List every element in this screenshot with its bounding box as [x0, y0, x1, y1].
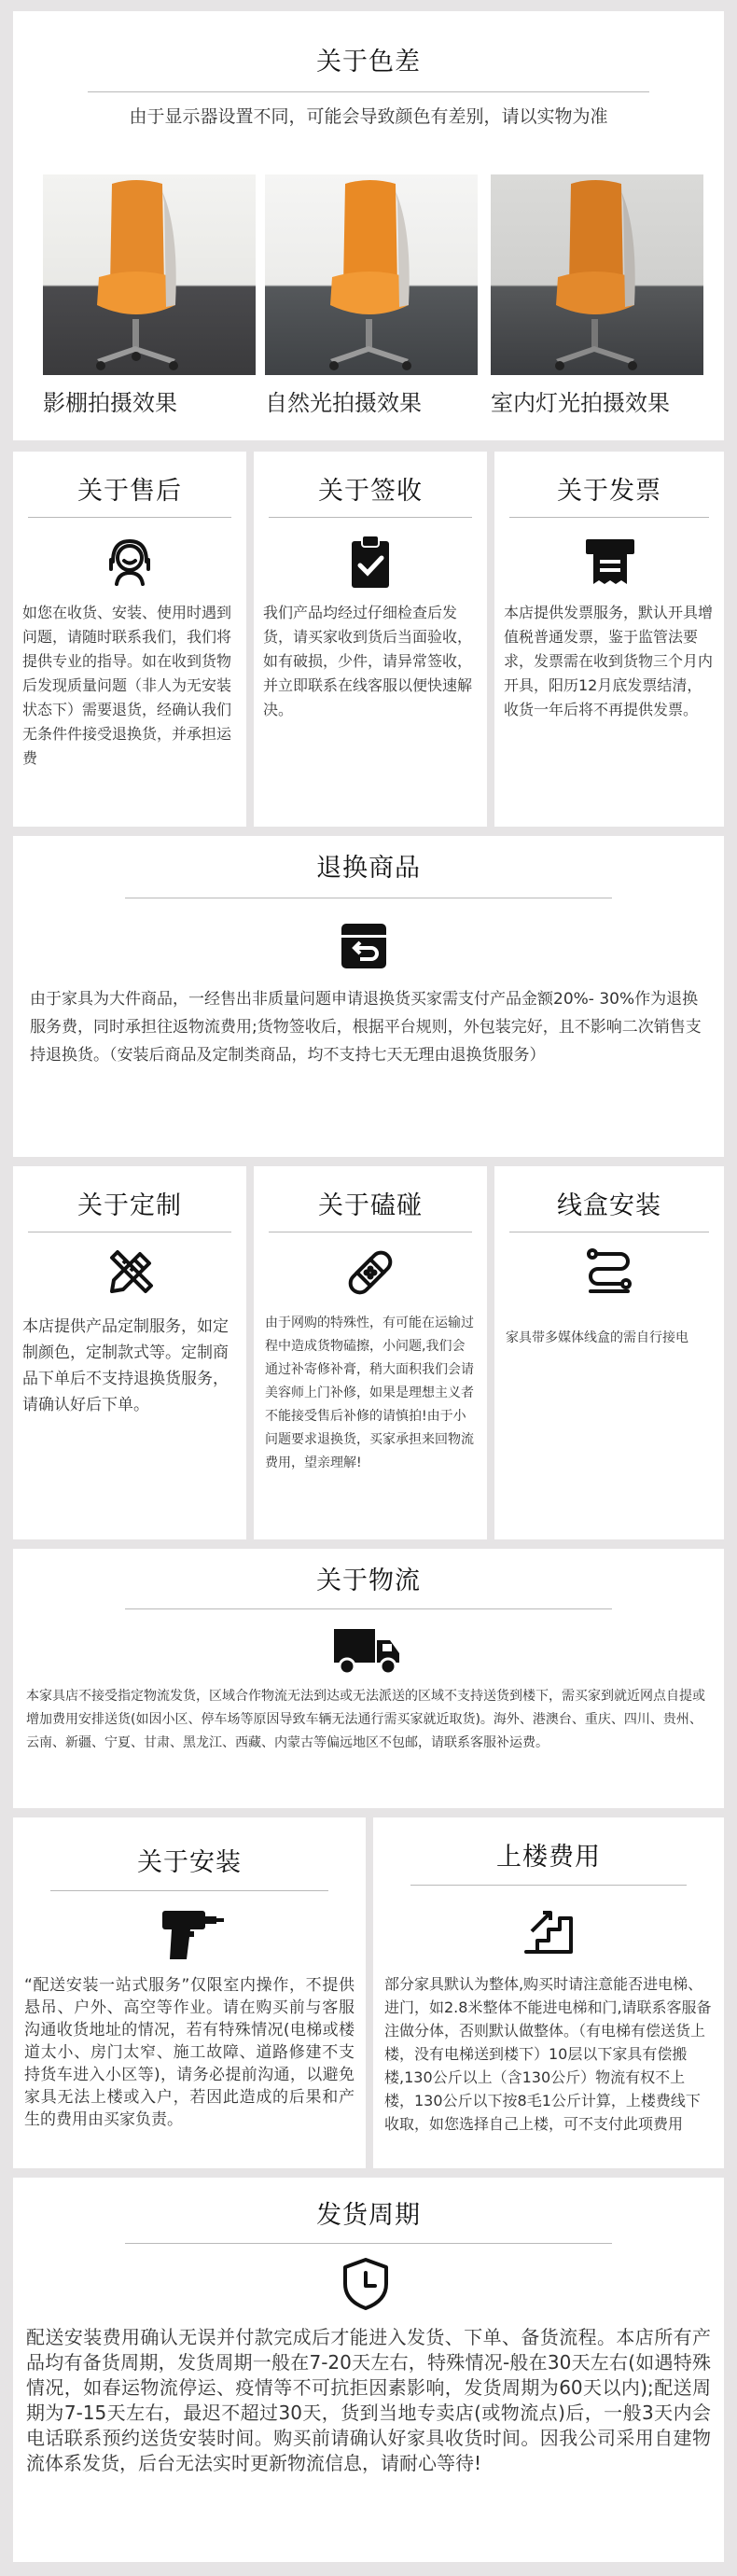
section-text: 由于家具为大件商品，一经售出非质量问题申请退换货买家需支付产品金额20%- 30%作为退换服务费，同时承担往返物流费用;货物签收后，根据平台规则，外包装完好，且不影响二次销售支持退换货。（安装后商品及定制类商品，均不支持七天无理由退换货服务） [30, 990, 702, 1065]
color-difference-section [13, 11, 724, 440]
section-text: 由于网购的特殊性，有可能在运输过程中造成货物磕擦，小问题,我们会通过补寄修补膏，稍大面积我们会请美容师上门补修，如果是理想主义者不能接受售后补修的请慎拍!由于小问题要求退换货，买家承担来回物流费用，望亲理解! [265, 1316, 474, 1470]
divider [125, 1608, 612, 1609]
logistics-section [13, 1549, 724, 1808]
section-title: 发货周期 [316, 2201, 421, 2230]
upstairs-fee-section [373, 1817, 724, 2168]
section-title: 关于色差 [316, 48, 421, 77]
chair-photo-natural-light [265, 174, 478, 375]
divider [410, 1885, 687, 1886]
power-drill-icon [159, 1907, 226, 1967]
section-title: 退换商品 [316, 854, 421, 883]
divider [50, 1890, 328, 1891]
section-text: “配送安装一站式服务”仅限室内操作，不提供悬吊、户外、高空等作业。请在购买前与客服沟通收货地址的情况，若有特殊情况(电梯或楼道太小、房门太窄、施工故障、道路修建不支持货车进入小区等)，请务必提前沟通，以避免家具无法上楼或入户，若因此造成的后果和产生的费用由买家负责。 [24, 1976, 355, 2129]
invoice-section [494, 452, 724, 827]
section-title: 关于物流 [316, 1566, 421, 1595]
section-text: 本店提供产品定制服务，如定制颜色，定制款式等。定制商品下单后不支持退换货服务，请确认好后下单。 [22, 1317, 229, 1414]
return-box-icon [338, 920, 390, 976]
invoice-icon [584, 536, 636, 592]
section-title: 关于售后 [77, 477, 182, 506]
bandage-icon [344, 1246, 396, 1302]
section-subtitle: 由于显示器设置不同，可能会导致颜色有差别，请以实物为准 [129, 106, 608, 127]
pencil-ruler-icon [104, 1246, 157, 1302]
section-title: 关于磕碰 [318, 1191, 423, 1220]
cable-route-icon [583, 1246, 635, 1302]
section-text: 配送安装费用确认无误并付款完成后才能进入发货、下单、备货流程。本店所有产品均有备货周期，发货周期一般在7-20天左右，特殊情况-般在30天左右(如遇特殊情况，如春运物流停运、疫情等不可抗拒因素影响，发货周期为60天以内);配送周期为7-15天左右，最迟不超过30天，货到当地专卖店(或物流点)后，一般3天内会电话联系预约送货安装时间。购买前请确认好家具收货时间。因我公司采用自建物流体系发货，后台无法实时更新物流信息，请耐心等待! [26, 2326, 711, 2474]
divider [509, 517, 709, 518]
delivery-truck-icon [332, 1623, 403, 1683]
photo-caption-indoor-light: 室内灯光拍摄效果 [491, 390, 670, 416]
section-text: 我们产品均经过仔细检查后发货，请买家收到货后当面验收，如有破损，少件，请异常签收，并立即联系在线客服以便快速解决。 [263, 604, 473, 718]
custom-section [13, 1166, 246, 1539]
photo-caption-natural-light: 自然光拍摄效果 [265, 390, 422, 416]
section-title: 关于定制 [77, 1191, 182, 1220]
section-title: 关于发票 [557, 477, 661, 506]
shield-clock-icon [340, 2256, 392, 2316]
section-text: 部分家具默认为整体,购买时请注意能否进电梯、进门，如2.8米整体不能进电梯和门,请联系客服备注做分体，否则默认做整体。（有电梯有偿送货上楼，没有电梯送到楼下）10层以下家具有偿搬楼,130公斤以上（含130公斤）物流有权不上楼，130公斤以下按8毛1公斤计算，上楼费线下收取，如您选择自己上楼，可不支付此项费用 [384, 1975, 712, 2133]
divider [28, 517, 231, 518]
cable-box-section [494, 1166, 724, 1539]
section-title: 线盒安装 [557, 1191, 661, 1220]
section-title: 关于签收 [318, 477, 423, 506]
chair-photo-indoor-light [491, 174, 703, 375]
clipboard-check-icon [348, 534, 393, 593]
section-text: 本家具店不接受指定物流发货，区域合作物流无法到达或无法派送的区域不支持送货到楼下，需买家到就近网点自提或增加费用安排送货(如因小区、停车场等原因导致车辆无法通行需买家就近取货)。海外、港澳台、重庆、四川、贵州、云南、新疆、宁夏、甘肃、黑龙江、西藏、内蒙古等偏远地区不包邮，请联系客服补运费。 [26, 1689, 705, 1750]
divider [269, 517, 472, 518]
shipping-cycle-section [13, 2178, 724, 2562]
stairs-icon [522, 1903, 575, 1959]
installation-section [13, 1817, 366, 2168]
section-text: 本店提供发票服务，默认开具增值税普通发票，鉴于监管法要求，发票需在收到货物三个月内开具，阳历12月底发票结清，收货一年后将不再提供发票。 [504, 604, 714, 718]
chair-photo-studio [43, 174, 256, 375]
divider [88, 91, 649, 92]
divider [125, 2243, 612, 2244]
photo-caption-studio: 影棚拍摄效果 [43, 390, 177, 416]
section-title: 上楼费用 [496, 1843, 601, 1872]
after-sales-section [13, 452, 246, 827]
receipt-section [254, 452, 487, 827]
returns-section [13, 836, 724, 1157]
customer-service-icon [104, 536, 156, 592]
section-text: 家具带多媒体线盒的需自行接电 [506, 1330, 688, 1345]
section-title: 关于安装 [137, 1848, 242, 1877]
damage-section [254, 1166, 487, 1539]
section-text: 如您在收货、安装、使用时遇到问题，请随时联系我们，我们将提供专业的指导。如在收到货物后发现质量问题（非人为无安装状态下）需要退货，经确认我们无条件件接受退换货，并承担运费 [22, 604, 232, 767]
